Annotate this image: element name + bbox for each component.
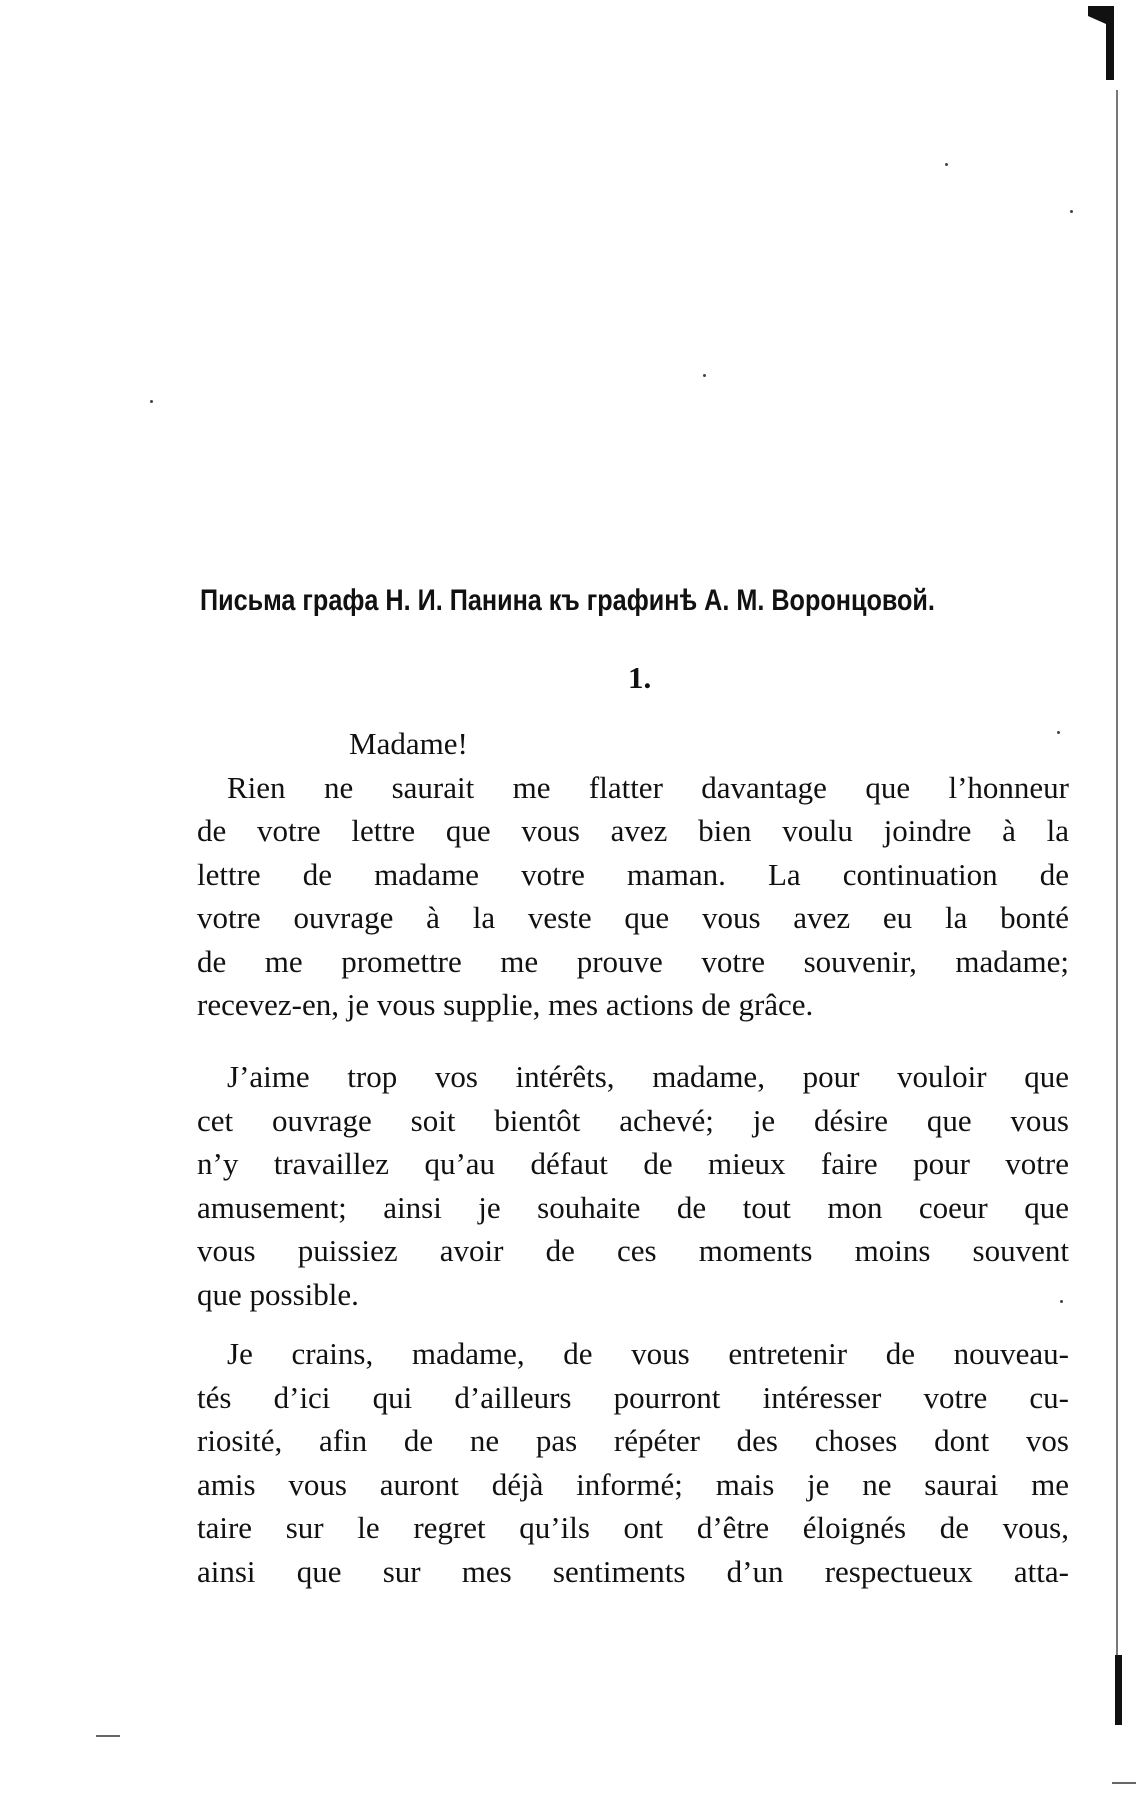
paragraph-2 [197,1055,1069,1316]
scan-speck [703,374,706,377]
greeting: Madame! [349,726,468,761]
scan-corner-mark [1088,6,1114,80]
page-heading: Письма графа Н. И. Панина къ графинѣ А. М. Воронцовой. [200,584,935,617]
text-line: cet ouvrage soit bientôt achevé; je désire que vous [197,1102,1069,1138]
text-line: de votre lettre que vous avez bien voulu joindre à la [197,813,1069,848]
text-line: taire sur le regret qu’ils ont d’être éloignés de vous, [197,1510,1069,1545]
text-line: amusement; ainsi je souhaite de tout mon coeur que [197,1189,1069,1225]
paragraph-3 [197,1332,1069,1593]
text-line: tés d’ici qui d’ailleurs pourront intéresser votre cu- [197,1379,1069,1415]
text-line: Je crains, madame, de vous entretenir de nouveau- [227,1336,1069,1371]
scan-bottom-dash-left [96,1735,120,1737]
text-line: votre ouvrage à la veste que vous avez eu la bonté [197,900,1069,935]
text-line: de me promettre me prouve votre souvenir, madame; [197,943,1069,979]
text-line: vous puissiez avoir de ces moments moins souvent [197,1233,1069,1268]
scan-edge-line [1116,90,1118,1710]
letter-number: 1. [628,660,652,695]
scan-speck [150,400,153,403]
paragraph-1 [197,722,1069,1027]
text-line: lettre de madame votre maman. La continuation de [197,856,1069,892]
text-line: J’aime trop vos intérêts, madame, pour vouloir que [227,1059,1069,1094]
text-line: ainsi que sur mes sentiments d’un respectueux atta- [197,1553,1069,1589]
text-line: amis vous auront déjà informé; mais je ne saurai me [197,1466,1069,1502]
scan-bottom-dash-right [1112,1782,1136,1784]
scan-speck [945,163,948,166]
text-line: n’y travaillez qu’au défaut de mieux faire pour votre [197,1146,1069,1181]
text-line: Rien ne saurait me flatter davantage que l’honneur [227,769,1069,805]
text-line: recevez-en, je vous supplie, mes actions de grâce. [197,987,814,1022]
scan-speck [1070,210,1073,213]
scan-edge-bar [1115,1655,1122,1725]
text-line: que possible. [197,1276,359,1312]
text-line: riosité, afin de ne pas répéter des choses dont vos [197,1423,1069,1458]
